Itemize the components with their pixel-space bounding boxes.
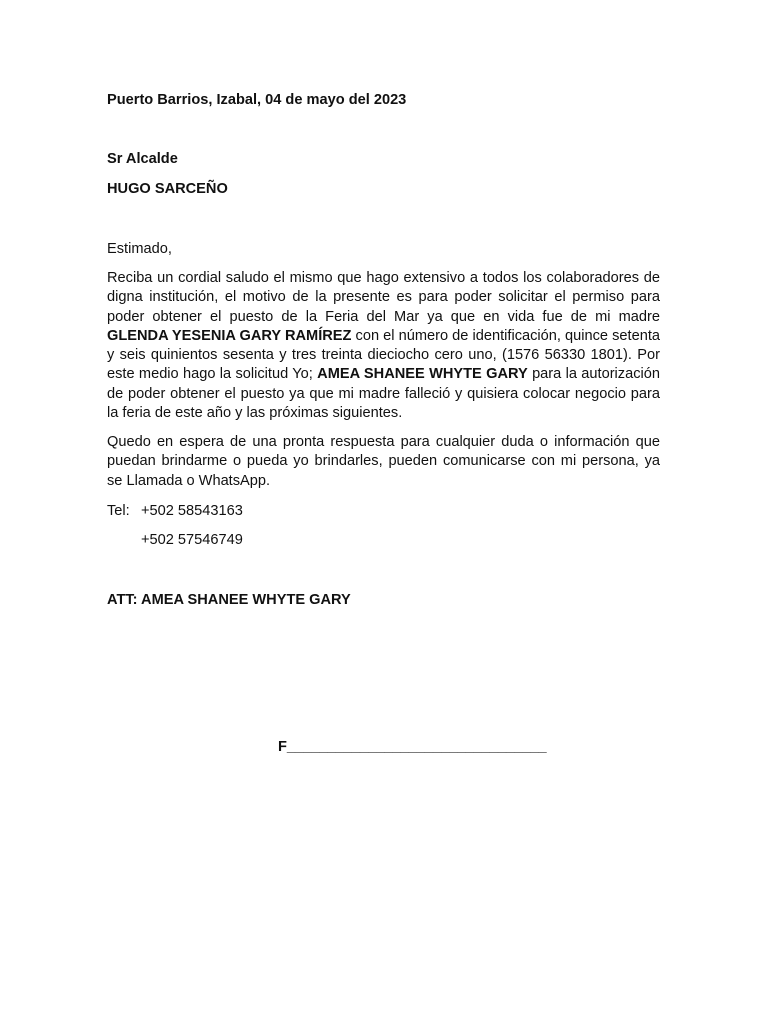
sender-name: AMEA SHANEE WHYTE GARY [317,366,528,383]
phone-label: Tel: [107,503,130,519]
mother-name: GLENDA YESENIA GARY RAMÍREZ [107,327,352,344]
body-paragraph-1 [107,269,660,423]
body-text-part-3: para la autorización de poder obtener el puesto ya que mi madre falleció y quisiera colocar negocio para la feria de este año y las próximas siguientes. [107,366,660,422]
phone-number: +502 57546749 [141,532,243,548]
body-text-part-1: Reciba un cordial saludo el mismo que hago extensivo a todos los colaboradores de digna institución, el motivo de la presente es para poder solicitar el permiso para poder obtener el puesto de la Feria del Mar ya que en vida fue de mi madre [107,270,660,325]
date-line: Puerto Barrios, Izabal, 04 de mayo del 2023 [107,92,407,108]
body-text-part-2: con el número de identificación, quince setenta y seis quinientos sesenta y tres treinta dieciocho cero uno, (1576 56330 1801). Por este medio hago la solicitud Yo; [107,327,660,383]
greeting: Estimado, [107,241,172,257]
body-paragraph-2: Quedo en espera de una pronta respuesta para cualquier duda o información que puedan brindarme o pueda yo brindarles, pueden comunicarse con mi persona, ya se Llamada o WhatsApp. [107,434,660,489]
signature-line: F________________________________ [278,739,547,755]
phone-number: +502 58543163 [141,503,243,519]
att-line: ATT: AMEA SHANEE WHYTE GARY [107,592,351,608]
recipient-name: HUGO SARCEÑO [107,181,228,197]
recipient-title: Sr Alcalde [107,151,178,167]
